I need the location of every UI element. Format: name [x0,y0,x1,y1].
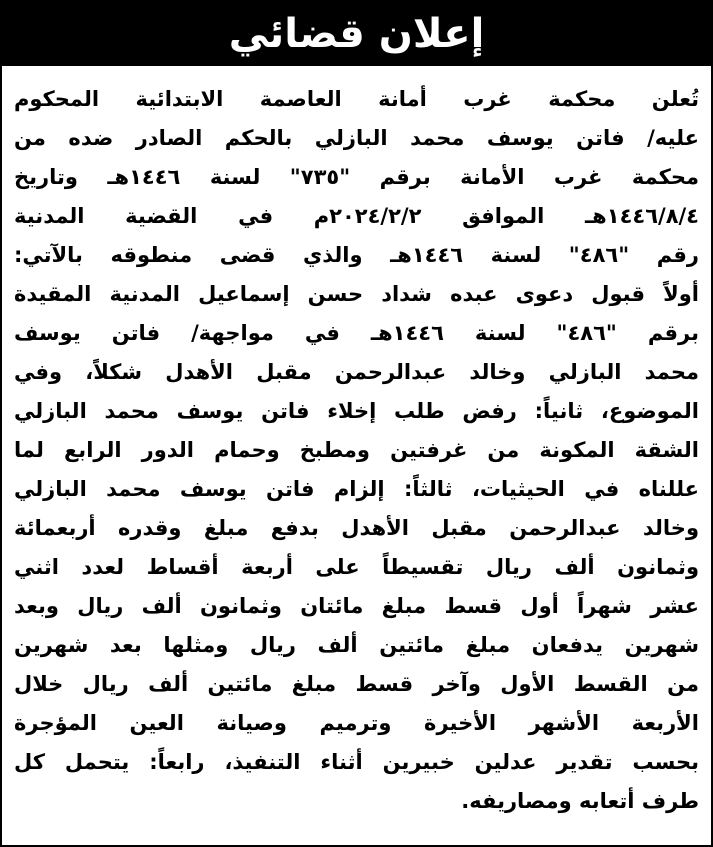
notice-line: عللناه في الحيثيات، ثالثاً: إلزام فاتن يوسف محمد البازلي [14,477,699,501]
notice-line: عشر شهراً أول قسط مبلغ مائتان وثمانون ألف ريال وبعد [14,594,699,618]
notice-line: الشقة المكونة من غرفتين ومطبخ وحمام الدور الرابع لما [14,438,699,462]
notice-line: الأربعة الأشهر الأخيرة وترميم وصيانة العين المؤجرة [14,711,699,735]
notice-line: برقم "٤٨٦" لسنة ١٤٤٦هـ في مواجهة/ فاتن يوسف [14,321,699,345]
notice-title: إعلان قضائي [228,11,485,57]
notice-line: وثمانون ألف ريال تقسيطاً على أربعة أقساط لعدد اثني [14,555,699,579]
title-bar [2,2,711,66]
notice-line: عليه/ فاتن يوسف محمد البازلي بالحكم الصادر ضده من [14,126,699,150]
notice-line: رقم "٤٨٦" لسنة ١٤٤٦هـ والذي قضى منطوقه بالآتي: [14,243,699,267]
notice-line: محمد البازلي وخالد عبدالرحمن مقبل الأهدل شكلاً، وفي [14,360,699,384]
notice-line: من القسط الأول وآخر قسط مبلغ مائتين ألف ريال خلال [14,672,699,696]
notice-line: بحسب تقدير عدلين خبيرين أثناء التنفيذ، رابعاً: يتحمل كل [14,750,699,774]
notice-line-last: طرف أتعابه ومصاريفه. [461,789,699,813]
notice-line: تُعلن محكمة غرب أمانة العاصمة الابتدائية المحكوم [14,87,699,111]
notice-line: شهرين يدفعان مبلغ مائتين ألف ريال ومثلها بعد شهرين [14,633,699,657]
notice-line: وخالد عبدالرحمن مقبل الأهدل بدفع مبلغ وقدره أربعمائة [14,516,699,540]
notice-line: محكمة غرب الأمانة برقم "٧٣٥" لسنة ١٤٤٦هـ وتاريخ [14,165,699,189]
notice-line: ١٤٤٦/٨/٤هـ الموافق ٢٠٢٤/٢/٢م في القضية المدنية [14,204,699,228]
notice-line: أولاً قبول دعوى عبده شداد حسن إسماعيل المدنية المقيدة [14,282,699,306]
notice-line: الموضوع، ثانياً: رفض طلب إخلاء فاتن يوسف محمد البازلي [14,399,699,423]
notice-body [14,80,699,821]
